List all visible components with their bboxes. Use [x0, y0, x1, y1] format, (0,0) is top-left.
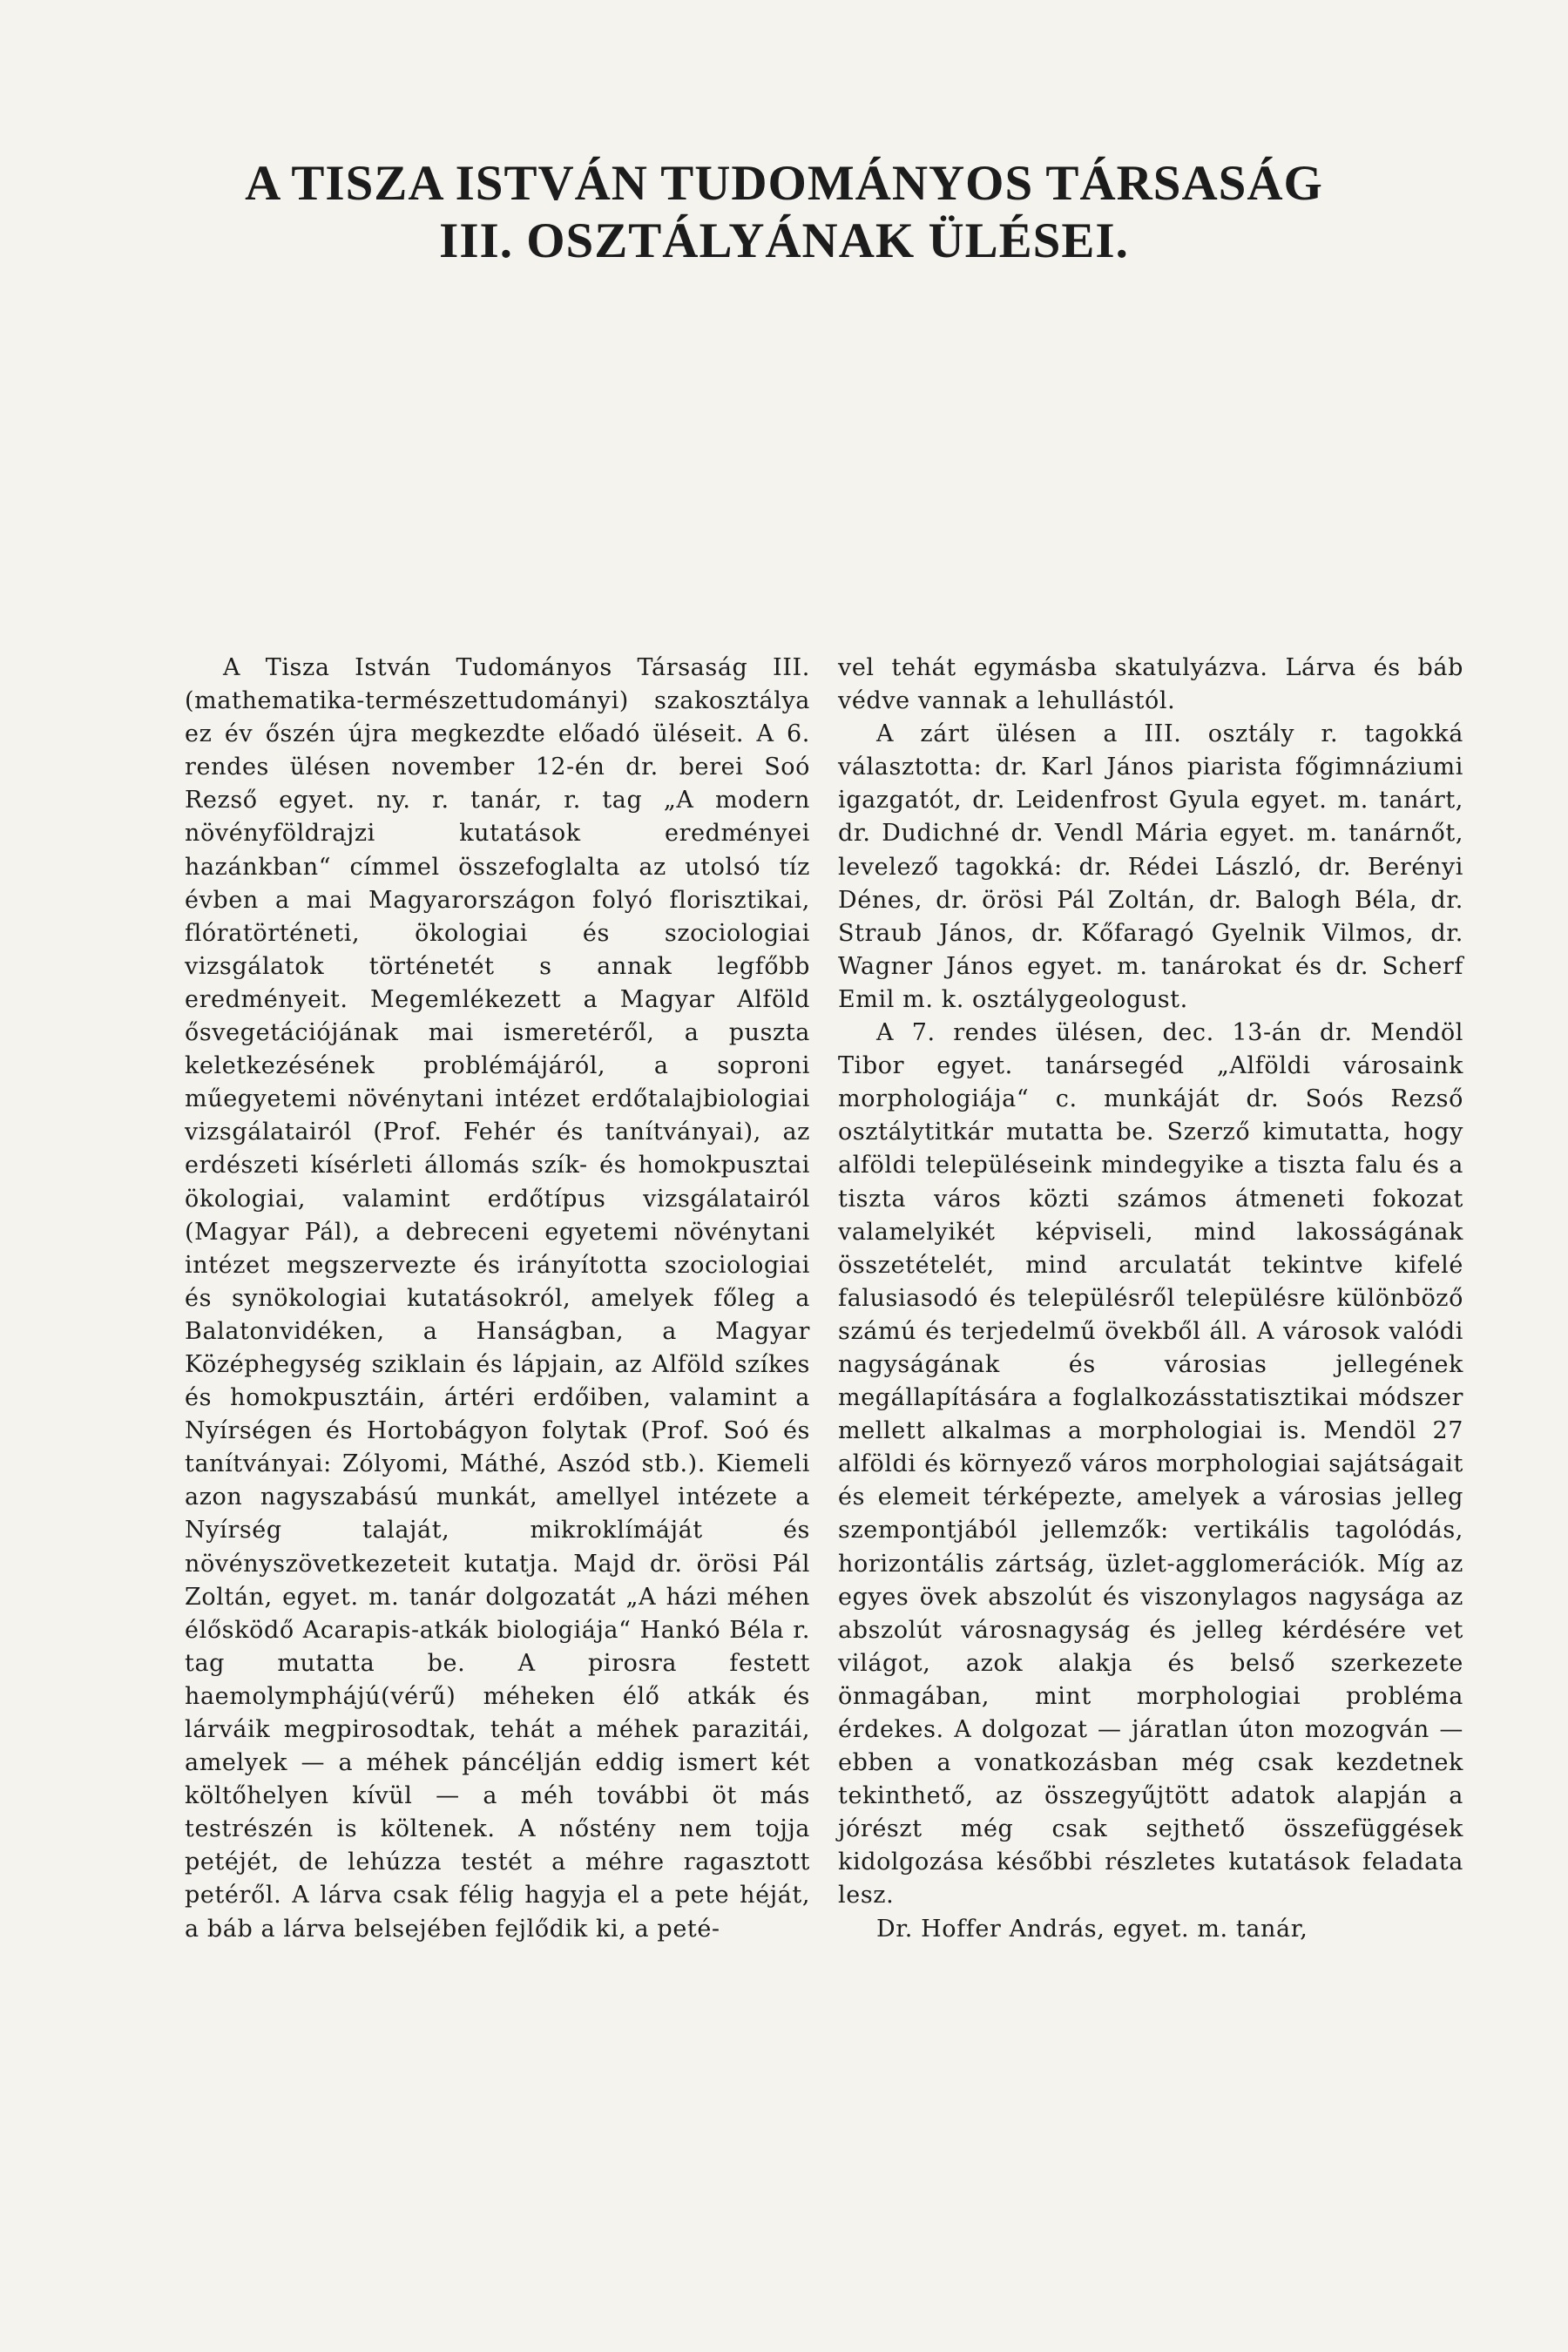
right-column [838, 652, 1463, 1946]
left-column [185, 652, 810, 1946]
title-line-1: A TISZA ISTVÁN TUDOMÁNYOS TÁRSASÁG [245, 156, 1323, 211]
page-title [0, 155, 1568, 270]
right-paragraph-1: vel tehát egymásba skatulyázva. Lárva és báb védve vannak a lehullástól. [838, 654, 1463, 715]
right-paragraph-4: Dr. Hoffer András, egyet. m. tanár, [876, 1915, 1308, 1943]
left-paragraph-1: A Tisza István Tudományos Társaság III.(mathematika-természettudományi) szakosztálya ez év őszén újra megkezdte előadó üléseit. A 6. rendes ülésen november 12-én dr. berei Soó Rezső egyet. ny. r. tanár, r. tag „A modern növényföldrajzi kutatások eredményei hazánkban“ címmel összefoglalta az utolsó tíz évben a mai Magyarországon folyó florisztikai, flóratörténeti, ökologiai és szociologiai vizsgálatok történetét s annak legfőbb eredményeit. Megemlékezett a Magyar Alföld ősvegetációjának mai ismeretéről, a puszta keletkezésének problémájáról, a soproni műegyetemi növénytani intézet erdőtalajbiologiai vizsgálatairól (Prof. Fehér és tanítványai), az erdészeti kísérleti állomás szík- és homokpusztai ökologiai, valamint erdőtípus vizsgálatairól (Magyar Pál), a debreceni egyetemi növénytani intézet megszervezte és irányította szociologiai és synökologiai kutatásokról, amelyek főleg a Balatonvidéken, a Hanságban, a Magyar Középhegység sziklain és lápjain, az Alföld szíkes és homokpusztáin, ártéri erdőiben, valamint a Nyírségen és Hortobágyon folytak (Prof. Soó és tanítványai: Zólyomi, Máthé, Aszód stb.). Kiemeli azon nagyszabású munkát, amellyel intézete a Nyírség talaját, mikroklímáját és növényszövetkezeteit kutatja. Majd dr. örösi Pál Zoltán, egyet. m. tanár dolgozatát „A házi méhen élősködő Acarapis-atkák biologiája“ Hankó Béla r. tag mutatta be. A pirosra festett haemolymphájú(vérű) méheken élő atkák és lárváik megpirosodtak, tehát a méhek parazitái, amelyek — a méhek páncélján eddig ismert két költőhelyen kívül — a méh további öt más testrészén is költenek. A nőstény nem tojja petéjét, de lehúzza testét a méhre ragasztott petéről. A lárva csak félig hagyja el a pete héját, a báb a lárva belsejében fejlődik ki, a peté- [185, 654, 810, 1943]
title-line-2: III. OSZTÁLYÁNAK ÜLÉSEI. [439, 213, 1129, 268]
right-paragraph-2: A zárt ülésen a III. osztály r. tagokká választotta: dr. Karl János piarista főgimnáziumi igazgatót, dr. Leidenfrost Gyula egyet. m. tanárt, dr. Dudichné dr. Vendl Mária egyet. m. tanárnőt, levelező tagokká: dr. Rédei László, dr. Berényi Dénes, dr. örösi Pál Zoltán, dr. Balogh Béla, dr. Straub János, dr. Kőfaragó Gyelnik Vilmos, dr. Wagner János egyet. m. tanárokat és dr. Scherf Emil m. k. osztálygeologust. [838, 720, 1463, 1013]
right-paragraph-3: A 7. rendes ülésen, dec. 13-án dr. Mendöl Tibor egyet. tanársegéd „Alföldi városaink morphologiája“ c. munkáját dr. Soós Rezső osztálytitkár mutatta be. Szerző kimutatta, hogy alföldi településeink mindegyike a tiszta falu és a tiszta város közti számos átmeneti fokozat valamelyikét képviseli, mind lakosságának összetételét, mind arculatát tekintve kifelé falusiasodó és településről településre különböző számú és terjedelmű övekből áll. A városok valódi nagyságának és városias jellegének megállapítására a foglalkozásstatisztikai módszer mellett alkalmas a morphologiai is. Mendöl 27 alföldi és környező város morphologiai sajátságait és elemeit térképezte, amelyek a városias jelleg szempontjából jellemzők: vertikális tagolódás, horizontális zártság, üzlet-agglomerációk. Míg az egyes övek abszolút és viszonylagos nagysága az abszolút városnagyság és jelleg kérdésére vet világot, azok alakja és belső szerkezete önmagában, mint morphologiai probléma érdekes. A dolgozat — járatlan úton mozogván — ebben a vonatkozásban még csak kezdetnek tekinthető, az összegyűjtött adatok alapján a jórészt még csak sejthető összefüggések kidolgozása későbbi részletes kutatások feladata lesz. [838, 1019, 1463, 1909]
